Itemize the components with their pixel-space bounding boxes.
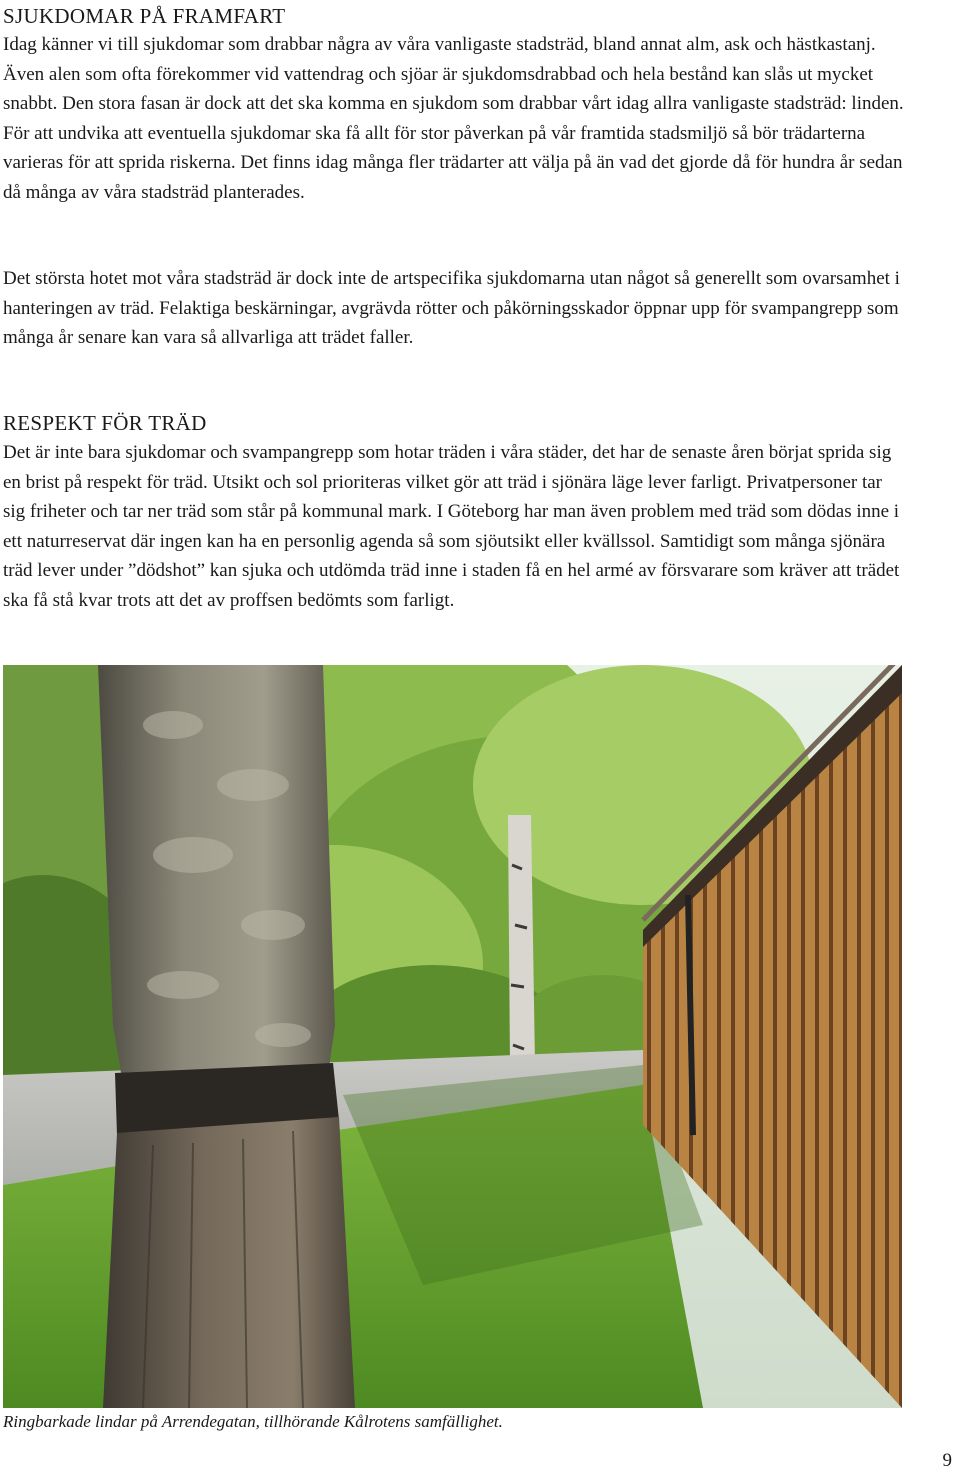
section-heading-respekt: RESPEKT FÖR TRÄD — [3, 411, 207, 435]
paragraph-sjukdomar-2: Det största hotet mot våra stadsträd är dock inte de artspecifika sjukdomarna utan något så generellt som ovarsamhet i hanteringen av träd. Felaktiga beskärningar, avgrävda rötter och påkörningsskador öppnar upp för svampangrepp som många år senare kan vara så allvarliga att trädet faller. — [3, 268, 900, 348]
paragraph-respekt-1: Det är inte bara sjukdomar och svampangrepp som hotar träden i våra städer, det har de senaste åren börjat sprida sig en brist på respekt för träd. Utsikt och sol prioriteras vilket gör att träd i sjönära läge lever farligt. Privatpersoner tar sig friheter och tar ner träd som står på kommunal mark. I Göteborg har man även problem med träd som dödas inne i ett naturreservat där ingen kan ha en personlig agenda så som sjöutsikt eller kvällssol. Samtidigt som många sjönära träd lever under ”dödshot” kan sjuka och utdömda träd inne i staden få en hel armé av försvarare som kräver att trädet ska få stå kvar trots att det av proffsen bedömts som farligt. — [3, 442, 900, 611]
tree-trunk-lower — [103, 1117, 355, 1408]
section-heading-sjukdomar: SJUKDOMAR PÅ FRAMFART — [3, 4, 286, 28]
photo-caption: Ringbarkade lindar på Arrendegatan, tillhörande Kålrotens samfällighet. — [3, 1412, 503, 1431]
tree-trunk-upper — [98, 665, 335, 1085]
tree-photo-illustration — [3, 665, 902, 1408]
page-number: 9 — [942, 1450, 952, 1471]
tree-photo — [3, 665, 902, 1408]
paragraph-sjukdomar-1: Idag känner vi till sjukdomar som drabbar några av våra vanligaste stadsträd, bland annat alm, ask och hästkastanj. Även alen som ofta förekommer vid vattendrag och sjöar är sjukdomsdrabbad och hela bestånd kan slås ut mycket snabbt. Den stora fasan är dock att det ska komma en sjukdom som drabbar vårt idag allra vanligaste stadsträd: linden. För att undvika att eventuella sjukdomar ska få allt för stor påverkan på vår framtida stadsmiljö så bör trädarterna varieras för att sprida riskerna. Det finns idag många fler trädarter att välja på än vad det gjorde då för hundra år sedan då många av våra stadsträd planterades. — [3, 34, 904, 203]
